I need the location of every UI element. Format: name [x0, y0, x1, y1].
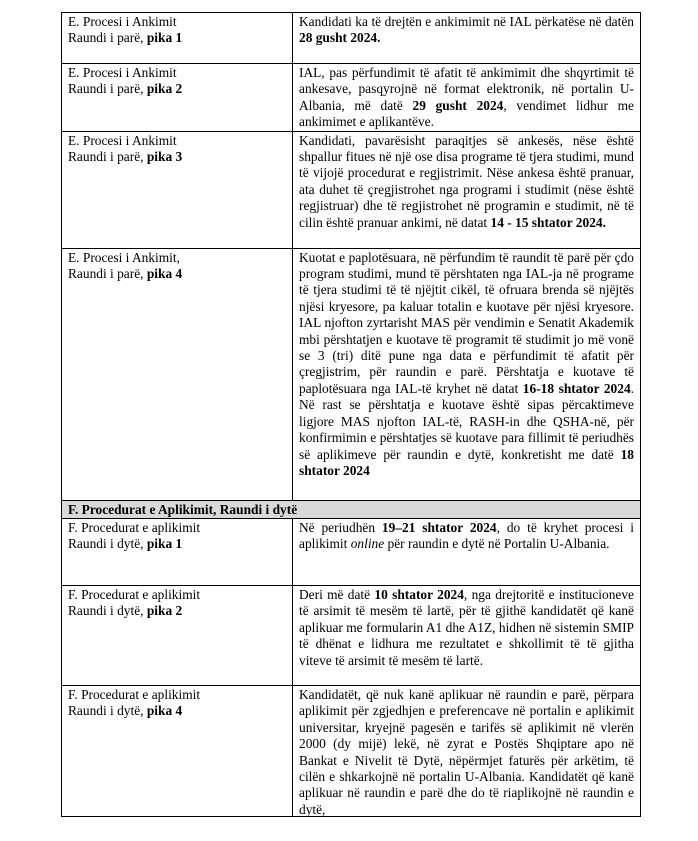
row-label: F. Procedurat e aplikimit Raundi i dytë, pika 4 [62, 686, 293, 817]
row-description: Kandidati, pavarësisht paraqitjes së ankesës, nëse është shpallur fitues në një ose disa programe të tjera studimi, mund të vijojë procedurat e regjistrimit. Nëse ankesa është pranuar, ata duhet të çregjistrohet nga programi i studimit (nëse është regjistruar) dhe të regjistrohet në programin e studimit, në të cilin është pranuar ankimi, në datat 14 - 15 shtator 2024. [293, 131, 641, 248]
row-description: Deri më datë 10 shtator 2024, nga drejtoritë e institucioneve të arsimit të mesëm të lartë, për të gjithë kandidatët që kanë aplikuar me formularin A1 dhe A1Z, hidhen në sistemin SMIP të dhënat e lidhura me rezultatet e shkollimit të të gjitha viteve të arsimit të mesëm të lartë. [293, 586, 641, 686]
table-row [62, 13, 641, 64]
table-row [62, 131, 641, 248]
row-description: Kandidati ka të drejtën e ankimimit në IAL përkatëse në datën 28 gusht 2024. [293, 13, 641, 64]
row-description: IAL, pas përfundimit të afatit të ankimimit dhe shqyrtimit të ankesave, pasqyrojnë në format elektronik, në portalin U-Albania, më datë 29 gusht 2024, vendimet lidhur me ankimimet e aplikantëve. [293, 64, 641, 132]
table-row [62, 64, 641, 132]
table-row [62, 686, 641, 817]
row-description: Në periudhën 19–21 shtator 2024, do të kryhet procesi i aplikimit online për raundin e dytë në Portalin U-Albania. [293, 519, 641, 586]
row-label: E. Procesi i Ankimit, Raundi i parë, pika 4 [62, 248, 293, 500]
procedure-table [61, 12, 641, 817]
row-label: E. Procesi i Ankimit Raundi i parë, pika 1 [62, 13, 293, 64]
row-label: F. Procedurat e aplikimit Raundi i dytë, pika 2 [62, 586, 293, 686]
row-description: Kuotat e paplotësuara, në përfundim të raundit të parë për çdo program studimi, mund të përshtaten nga IAL-ja në programe të tjera studimi të të njëjtit cikël, të ofruara brenda së njëjtës njësi kryesore, pa kaluar totalin e kuotave për njësi kryesore. IAL njofton zyrtarisht MAS për vendimin e Senatit Akademik mbi përshtatjen e kuotave të programit të studimit jo më vonë se 3 (tri) ditë pune nga data e përfundimit të afatit për çregjistrim, për raundin e parë. Përshtatja e kuotave të paplotësuara nga IAL-të kryhet në datat 16-18 shtator 2024. Në rast se përshtatja e kuotave është sipas përcaktimeve ligjore MAS njofton IAL-të, RASH-in dhe QSHA-në, për konfirmimin e përshtatjes së kuotave para fillimit të periudhës së aplikimeve për raundin e dytë, konkretisht me datë 18 shtator 2024 [293, 248, 641, 500]
row-description: Kandidatët, që nuk kanë aplikuar në raundin e parë, përpara aplikimit për zgjedhjen e preferencave në portalin e aplikimit universitar, kryejnë pagesën e tarifës së aplikimit në vlerën 2000 (dy mijë) lekë, në zyrat e Postës Shqiptare apo në Bankat e Nivelit të Dytë, nëpërmjet faturës për arkëtim, të cilën e shkarkojnë në portalin U-Albania. Kandidatët që kanë aplikuar në raundin e parë dhe do të riaplikojnë në raundin e dytë, [293, 686, 641, 817]
section-header: F. Procedurat e Aplikimit, Raundi i dytë [62, 500, 641, 518]
row-label: F. Procedurat e aplikimit Raundi i dytë, pika 1 [62, 519, 293, 586]
table-row [62, 248, 641, 500]
row-label: E. Procesi i Ankimit Raundi i parë, pika 3 [62, 131, 293, 248]
table-row [62, 586, 641, 686]
section-header-row [62, 500, 641, 518]
table-row [62, 519, 641, 586]
row-label: E. Procesi i Ankimit Raundi i parë, pika 2 [62, 64, 293, 132]
